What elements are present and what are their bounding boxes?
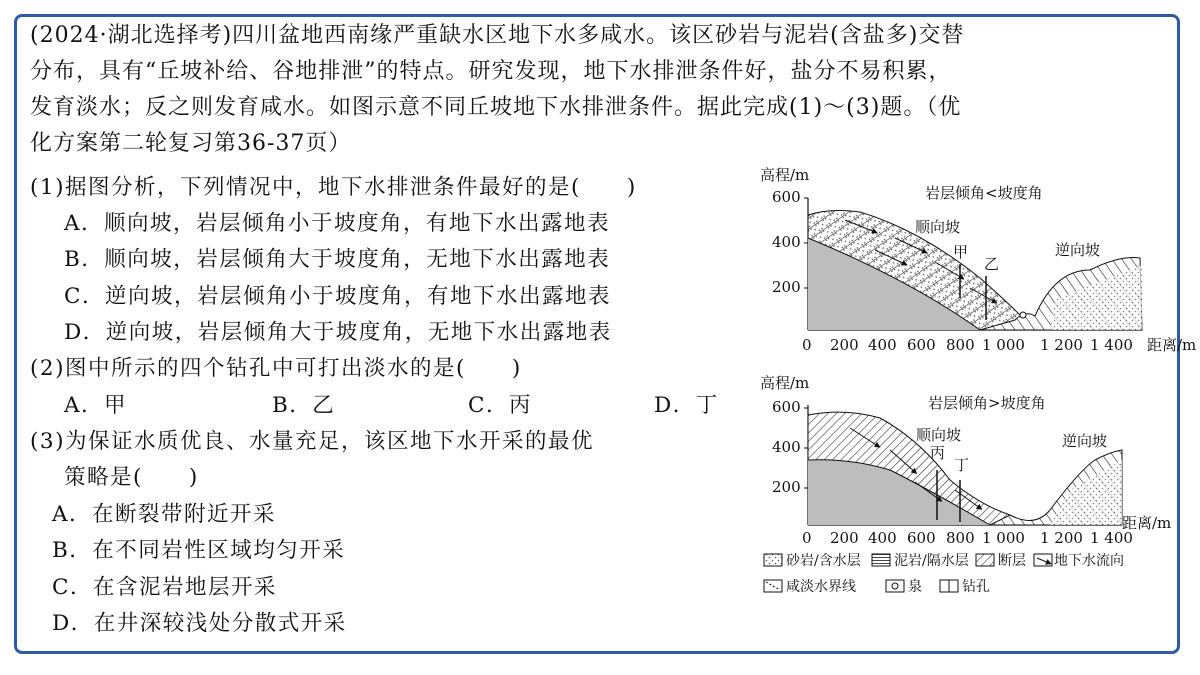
intro-line: 发育淡水；反之则发育咸水。如图示意不同丘坡地下水排泄条件。据此完成(1)～(3)题。（优	[30, 95, 962, 120]
q3-stem-cont: 策略是( )	[64, 465, 199, 490]
intro-line: 化方案第二轮复习第36-37页）	[30, 131, 352, 156]
bottom-ytick-400: 400	[772, 438, 801, 456]
q2-option-b[interactable]: B．乙	[272, 393, 336, 418]
legend-flow: 地下水流向	[1054, 553, 1124, 569]
top-ytick-600: 600	[772, 188, 801, 206]
bottom-xtick: 200	[830, 529, 859, 547]
bottom-ylabel: 高程/m	[760, 374, 810, 392]
q1-option-a[interactable]: A．顺向坡，岩层倾角小于坡度角，有地下水出露地表	[64, 211, 611, 236]
question-intro	[30, 18, 1170, 162]
well-label-yi: 乙	[984, 255, 1000, 273]
q2-option-d[interactable]: D．丁	[654, 393, 719, 418]
q3-option-a[interactable]: A．在断裂带附近开采	[52, 502, 277, 527]
legend	[764, 552, 1124, 595]
top-xtick: 600	[907, 336, 936, 354]
top-title: 岩层倾角<坡度角	[925, 184, 1043, 202]
q1-option-c[interactable]: C．逆向坡，岩层倾角小于坡度角，有地下水出露地表	[64, 284, 611, 309]
diagram-top	[760, 166, 1196, 354]
top-xtick: 1 200	[1040, 336, 1083, 354]
q1-option-b[interactable]: B．顺向坡，岩层倾角大于坡度角，无地下水出露地表	[64, 247, 611, 272]
q2-option-a[interactable]: A．甲	[64, 393, 128, 418]
top-ylabel: 高程/m	[760, 166, 810, 184]
bottom-xtick: 0	[802, 529, 812, 547]
bottom-xtick: 1 000	[982, 529, 1025, 547]
top-xtick: 400	[868, 336, 897, 354]
bottom-xlabel: 距离/m	[1122, 514, 1172, 532]
top-xtick: 1 400	[1090, 336, 1133, 354]
top-ytick-400: 400	[772, 233, 801, 251]
diagram-bottom	[760, 374, 1171, 547]
bottom-ytick-600: 600	[772, 398, 801, 416]
top-xtick: 1 000	[982, 336, 1025, 354]
bottom-title: 岩层倾角>坡度角	[928, 394, 1046, 412]
bottom-xtick: 800	[946, 529, 975, 547]
top-xtick: 0	[802, 336, 812, 354]
well-label-bing: 丙	[930, 444, 946, 462]
q3-option-b[interactable]: B．在不同岩性区域均匀开采	[52, 538, 346, 563]
bottom-ytick-200: 200	[772, 478, 801, 496]
intro-line: (2024·湖北选择考)四川盆地西南缘严重缺水区地下水多咸水。该区砂岩与泥岩(含盐多)交替	[30, 23, 965, 48]
legend-well: 钻孔	[962, 579, 990, 595]
legend-sandstone: 砂岩/含水层	[786, 553, 861, 569]
bottom-slope-updip: 逆向坡	[1062, 432, 1108, 450]
q1-option-d[interactable]: D．逆向坡，岩层倾角大于坡度角，无地下水出露地表	[64, 320, 612, 345]
legend-shale: 泥岩/隔水层	[894, 553, 969, 569]
groundwater-diagram	[750, 160, 1197, 610]
q3-option-c[interactable]: C．在含泥岩地层开采	[52, 575, 277, 600]
q2-stem: (2)图中所示的四个钻孔中可打出淡水的是( )	[30, 356, 522, 381]
legend-spring: 泉	[908, 579, 922, 595]
bottom-xtick: 1 200	[1040, 529, 1083, 547]
well-label-jia: 甲	[953, 243, 969, 261]
top-xtick: 200	[830, 336, 859, 354]
bottom-xtick: 600	[907, 529, 936, 547]
q1-stem: (1)据图分析，下列情况中，地下水排泄条件最好的是( )	[30, 175, 637, 200]
well-label-ding: 丁	[954, 456, 970, 474]
intro-line: 分布，具有“丘坡补给、谷地排泄”的特点。研究发现，地下水排泄条件好，盐分不易积累，	[30, 59, 952, 84]
q3-option-d[interactable]: D．在井深较浅处分散式开采	[52, 611, 347, 636]
q3-stem: (3)为保证水质优良、水量充足，该区地下水开采的最优	[30, 429, 594, 454]
bottom-xtick: 1 400	[1090, 529, 1133, 547]
top-slope-downdip: 顺向坡	[915, 218, 961, 236]
bottom-xtick: 400	[868, 529, 897, 547]
q2-option-c[interactable]: C．丙	[468, 393, 532, 418]
top-slope-updip: 逆向坡	[1055, 241, 1101, 259]
legend-boundary: 咸淡水界线	[786, 579, 856, 595]
legend-fault: 断层	[998, 553, 1026, 569]
top-ytick-200: 200	[772, 278, 801, 296]
bottom-slope-downdip: 顺向坡	[916, 426, 962, 444]
top-xtick: 800	[946, 336, 975, 354]
top-xlabel: 距离/m	[1147, 336, 1197, 354]
